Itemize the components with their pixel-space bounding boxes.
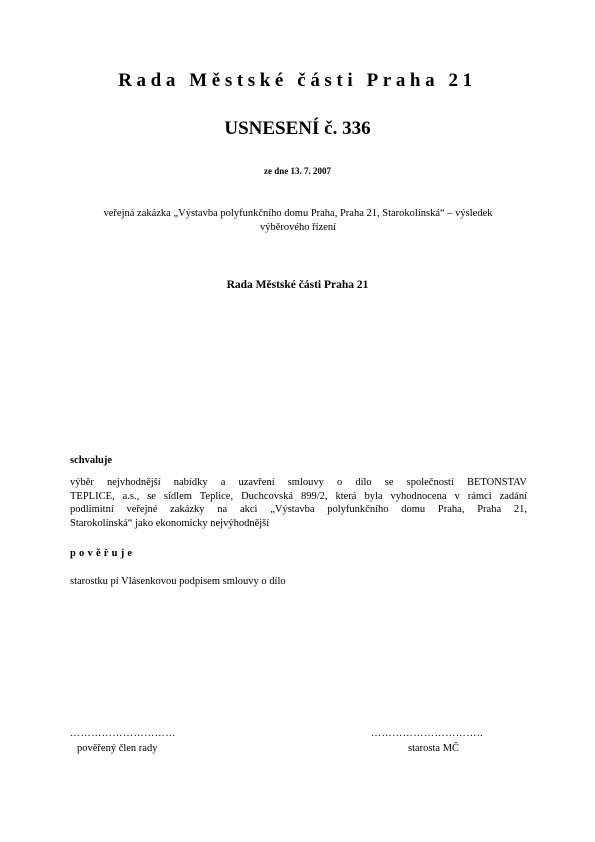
assigns-paragraph: starostku pí Vlásenkovou podpisem smlouvy o dílo [70,576,286,587]
subject-line-2: výběrového řízení [259,221,337,233]
approves-line: TEPLICE, a.s., se sídlem Teplice, Duchcovská 899/2, která byla vyhodnocena v rámci zadání [70,490,527,502]
assigns-label: pověřuje [70,548,136,559]
approves-line: výběr nejvhodnější nabídky a uzavření smlouvy o dílo se společností BETONSTAV [70,477,527,488]
signature-label-council-member: pověřený člen rady [77,743,158,754]
resolution-title: USNESENÍ č. 336 [224,118,371,139]
signature-line-left: ………………………… [70,728,176,739]
approves-paragraph [70,476,527,530]
resolution-date: ze dne 13. 7. 2007 [264,166,331,176]
signature-line-right: ………………………….. [371,728,484,739]
resolution-subject [60,207,536,234]
approves-line: podlimitní veřejné zakázky na akci „Výstavba polyfunkčního domu Praha, Praha 21, [70,504,527,515]
council-title: Rada Městské části Praha 21 [118,70,477,91]
signature-label-mayor: starosta MČ [408,743,460,754]
subject-line-1: veřejná zakázka „Výstavba polyfunkčního domu Praha, Praha 21, Starokolínská“ – výsledek [103,208,493,219]
approves-line: Starokolínská“ jako ekonomicky nejvýhodnější [70,517,270,529]
approves-label: schvaluje [70,455,112,466]
council-name-heading: Rada Městské části Praha 21 [226,279,369,291]
